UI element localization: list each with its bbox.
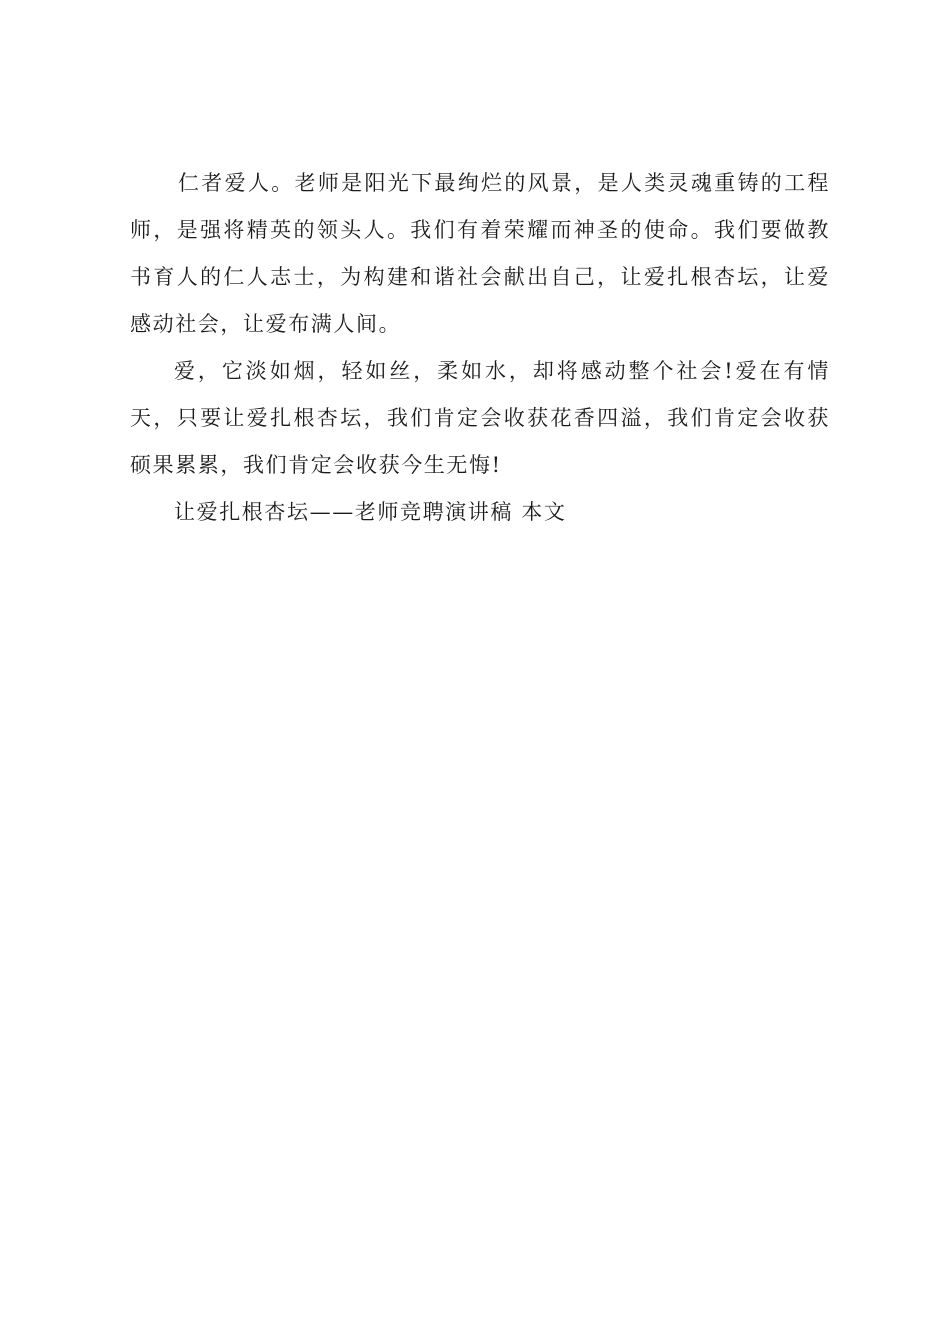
document-footer-title: 让爱扎根杏坛——老师竞聘演讲稿 本文 xyxy=(174,500,567,524)
document-body xyxy=(130,160,830,536)
paragraph-1: 仁者爱人。老师是阳光下最绚烂的风景，是人类灵魂重铸的工程师，是强将精英的领头人。我们有着荣耀而神圣的使命。我们要做教书育人的仁人志士，为构建和谐社会献出自己，让爱扎根杏坛，让爱感动社会，让爱布满人间。 xyxy=(130,171,830,336)
paragraph-2: 爱，它淡如烟，轻如丝，柔如水，却将感动整个社会!爱在有情天，只要让爱扎根杏坛，我们肯定会收获花香四溢，我们肯定会收获硕果累累，我们肯定会收获今生无悔! xyxy=(130,359,830,477)
